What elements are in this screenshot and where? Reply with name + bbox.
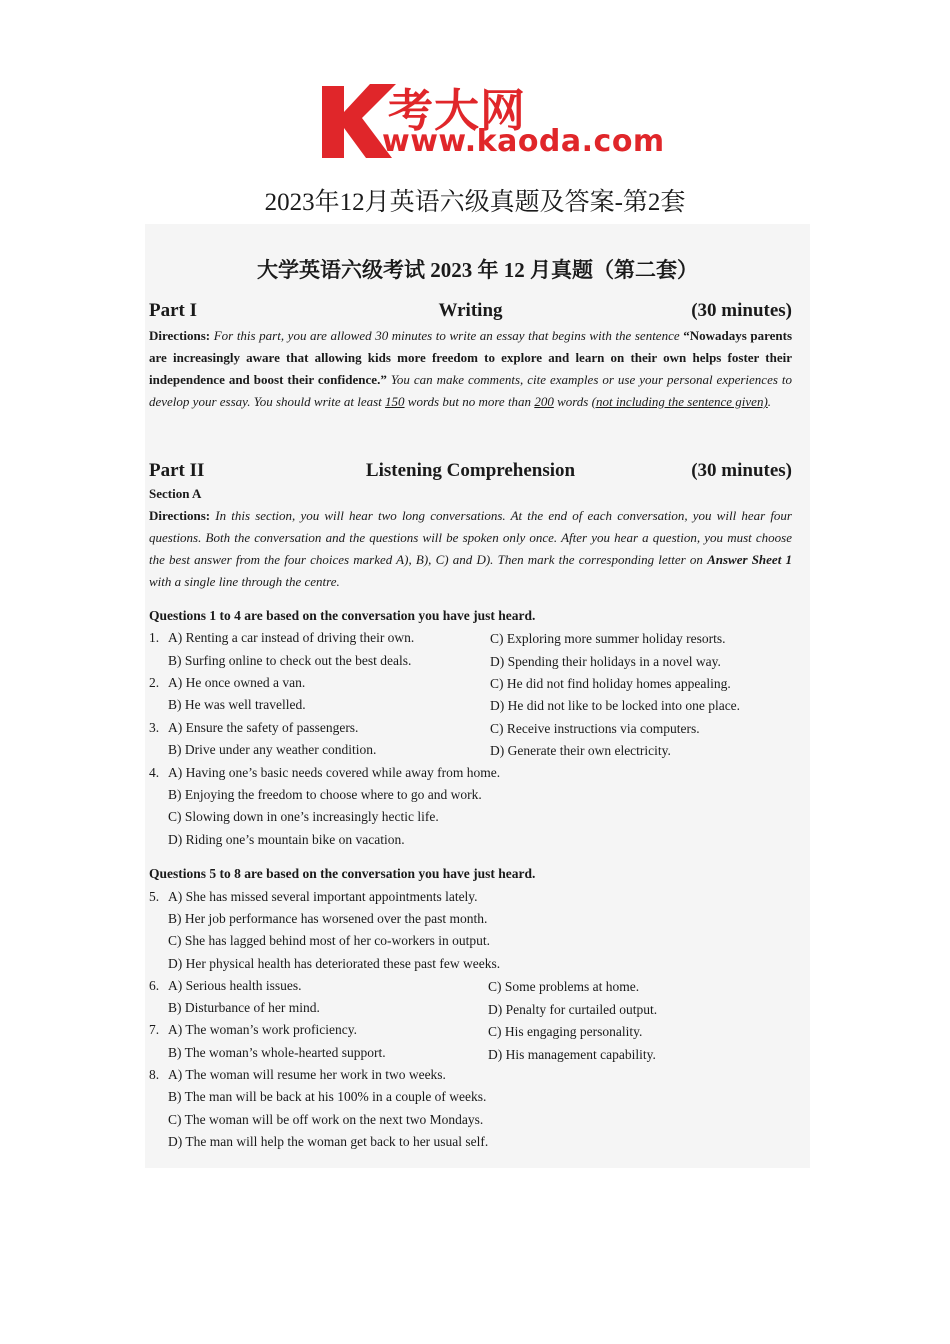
directions-text: You can make comments, cite examples or use your personal experiences to develop your essay. You should write at least [149, 372, 792, 409]
essay-prompt: “Nowadays parents are increasingly aware that allowing kids more freedom to explore and learn on their own helps foster their independence and boost their confidence.” [149, 328, 793, 387]
option-c: C) Some problems at home. [488, 979, 640, 994]
max-words: 200 [534, 394, 554, 409]
option-b: B) He was well travelled. [168, 697, 306, 712]
option-d: D) The man will help the woman get back to her usual self. [168, 1134, 489, 1149]
option-b: B) Drive under any weather condition. [168, 742, 377, 757]
option-a: A) She has missed several important appointments lately. [168, 889, 478, 904]
part2-name: Listening Comprehension [365, 460, 576, 481]
option-b: B) The man will be back at his 100% in a couple of weeks. [168, 1089, 487, 1104]
part2-header [149, 460, 792, 486]
directions-text: words [553, 394, 592, 409]
directions-text: with a single line through the centre. [149, 574, 340, 589]
option-b: B) Enjoying the freedom to choose where to go and work. [168, 787, 482, 802]
exam-title: 大学英语六级考试 2023 年 12 月真题（第二套） [257, 258, 698, 282]
part1-name: Writing [438, 300, 503, 321]
option-c: C) Receive instructions via computers. [490, 721, 700, 736]
logo-chinese-text: 考大网 [388, 84, 527, 137]
option-d: D) Generate their own electricity. [490, 743, 671, 758]
option-a: A) He once owned a van. [168, 675, 306, 690]
option-d: D) Penalty for curtailed output. [488, 1002, 658, 1017]
directions-text: For this part, you are allowed 30 minutes to write an essay that begins with the sentence [213, 328, 684, 343]
word-count-note: (not including the sentence given) [591, 394, 768, 409]
option-c: C) Exploring more summer holiday resorts. [490, 631, 726, 646]
question-group-2-heading: Questions 5 to 8 are based on the conversation you have just heard. [149, 866, 536, 881]
option-b: B) The woman’s whole-hearted support. [168, 1045, 386, 1060]
directions-text: words but no more than [404, 394, 535, 409]
question-number: 5. [149, 889, 160, 904]
option-c: C) He did not find holiday homes appealing. [490, 676, 731, 691]
part2-time: (30 minutes) [691, 460, 792, 481]
min-words: 150 [385, 394, 405, 409]
directions-text: In this section, you will hear two long conversations. At the end of each conversation, you will hear four questions. Both the conversation and the questions will be spoken only once. After you hear a question, you must choose the best answer from the four choices marked A), B), C) and D). Then mark the corresponding letter on [149, 508, 792, 567]
part1-time: (30 minutes) [691, 300, 792, 321]
directions-label: Directions: [149, 328, 211, 343]
option-a: A) Renting a car instead of driving their own. [168, 630, 415, 645]
option-b: B) Her job performance has worsened over the past month. [168, 911, 488, 926]
option-c: C) The woman will be off work on the next two Mondays. [168, 1112, 484, 1127]
question-number: 2. [149, 675, 160, 690]
part1-directions: Directions: For this part, you are allowed 30 minutes to write an essay that begins with the sentence “Nowadays parents are increasingly aware that allowing kids more freedom to explore and learn on their own helps foster their independence and boost their confidence.” You can make comments, cite examples or use your personal experiences to develop your essay. You should write at least 150 words but no more than 200 words (not including the sentence given). [149, 328, 793, 409]
option-d: D) Her physical health has deteriorated these past few weeks. [168, 956, 501, 971]
part2-directions [149, 505, 792, 593]
option-a: A) The woman’s work proficiency. [168, 1022, 357, 1037]
kaoda-logo [318, 78, 665, 160]
option-d: D) Riding one’s mountain bike on vacation. [168, 832, 405, 847]
part1-header [149, 300, 792, 326]
directions-label: Directions: [149, 508, 211, 523]
option-a: A) Serious health issues. [168, 978, 302, 993]
part2-label: Part II [149, 460, 205, 481]
question-number: 3. [149, 720, 160, 735]
option-b: B) Surfing online to check out the best deals. [168, 653, 412, 668]
question-number: 6. [149, 978, 160, 993]
exam-scan-page [145, 224, 810, 1168]
option-d: D) His management capability. [488, 1047, 656, 1062]
option-a: A) The woman will resume her work in two weeks. [168, 1067, 446, 1082]
section-a-label: Section A [149, 486, 202, 501]
option-d: D) Spending their holidays in a novel way. [490, 654, 721, 669]
option-c: C) His engaging personality. [488, 1024, 643, 1039]
question-number: 4. [149, 765, 160, 780]
option-c: C) She has lagged behind most of her co-workers in output. [168, 933, 491, 948]
question-number: 1. [149, 630, 160, 645]
option-b: B) Disturbance of her mind. [168, 1000, 320, 1015]
answer-sheet-ref: Answer Sheet 1 [707, 552, 792, 567]
option-d: D) He did not like to be locked into one place. [490, 698, 741, 713]
option-c: C) Slowing down in one’s increasingly hectic life. [168, 809, 439, 824]
option-a: A) Ensure the safety of passengers. [168, 720, 359, 735]
question-number: 7. [149, 1022, 160, 1037]
logo-url-text: www.kaoda.com [382, 124, 665, 159]
option-a: A) Having one’s basic needs covered while away from home. [168, 765, 501, 780]
document-title: 2023年12月英语六级真题及答案-第2套 [264, 189, 686, 216]
question-group-1-heading: Questions 1 to 4 are based on the conversation you have just heard. [149, 608, 536, 623]
question-number: 8. [149, 1067, 160, 1082]
part1-label: Part I [149, 300, 198, 321]
